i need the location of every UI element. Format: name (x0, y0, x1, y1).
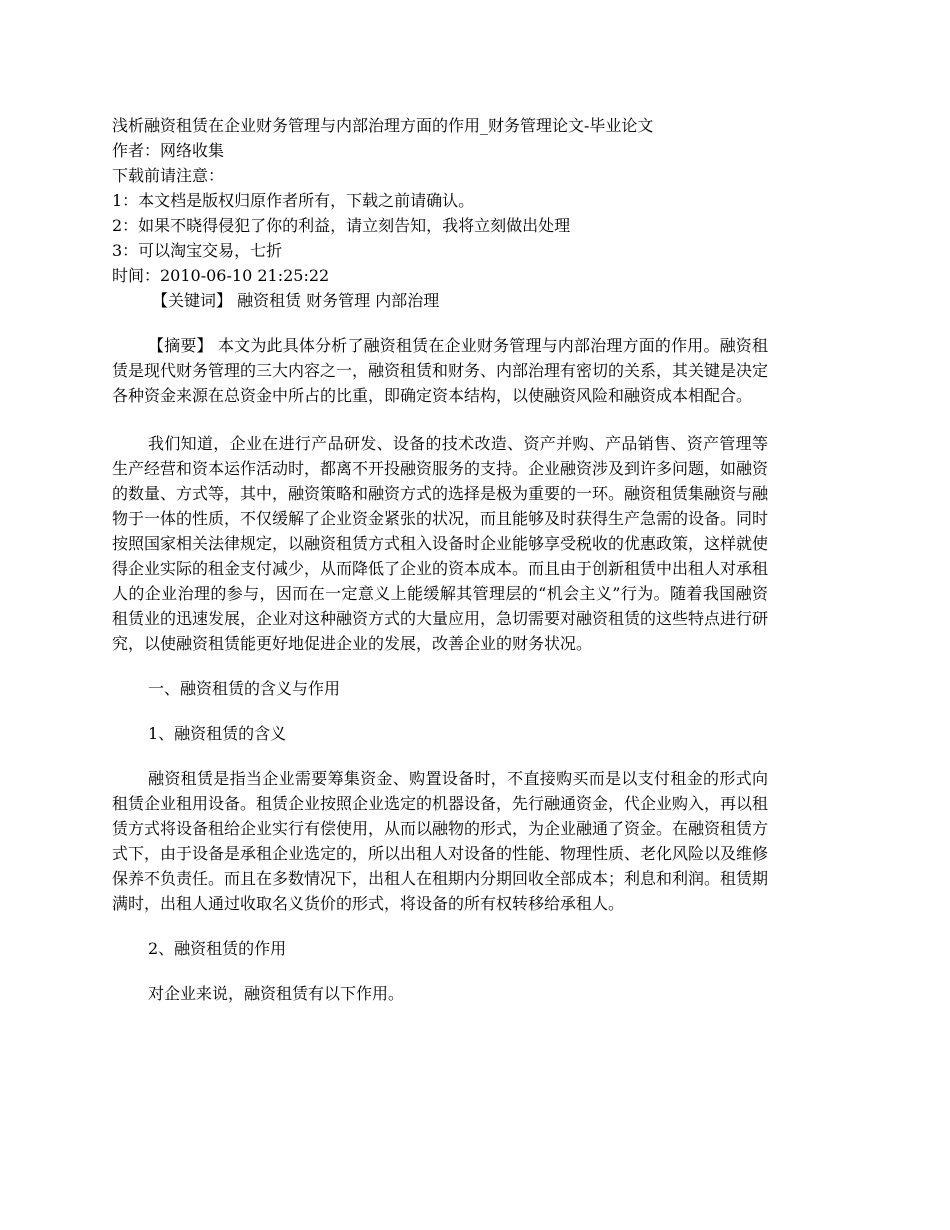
notice-item-1: 1：本文档是版权归原作者所有，下载之前请确认。 (112, 191, 475, 210)
author-line: 作者：网络收集 (112, 141, 225, 160)
effects-intro-line: 对企业来说，融资租赁有以下作用。 (148, 984, 405, 1003)
intro-paragraph: 我们知道，企业在进行产品研发、设备的技术改造、资产并购、产品销售、资产管理等生产经营和资本运作活动时，都离不开投融资服务的支持。企业融资涉及到许多问题，如融资的数量、方式等，其中，融资策略和融资方式的选择是极为重要的一环。融资租赁集融资与融物于一体的性质，不仅缓解了企业资金紧张的状况，而且能够及时获得生产急需的设备。同时按照国家相关法律规定，以融资租赁方式租入设备时企业能够享受税收的优惠政策，这样就使得企业实际的租金支付减少，从而降低了企业的资本成本。而且由于创新租赁中出租人对承租人的企业治理的参与，因而在一定意义上能缓解其管理层的“机会主义”行为。随着我国融资租赁业的迅速发展，企业对这种融资方式的大量应用，急切需要对融资租赁的这些特点进行研究，以使融资租赁能更好地促进企业的发展，改善企业的财务状况。 (112, 434, 769, 653)
keywords-line: 【关键词】 融资租赁 财务管理 内部治理 (152, 291, 440, 310)
subsection-heading-2: 2、融资租赁的作用 (148, 939, 287, 958)
subsection-heading-1: 1、融资租赁的含义 (148, 724, 287, 743)
notice-heading: 下载前请注意： (112, 166, 225, 185)
abstract-paragraph: 【摘要】 本文为此具体分析了融资租赁在企业财务管理与内部治理方面的作用。融资租赁是现代财务管理的三大内容之一，融资租赁和财务、内部治理有密切的关系，其关键是决定各种资金来源在总资金中所占的比重，即确定资本结构，以使融资风险和融资成本相配合。 (112, 336, 769, 405)
document-title: 浅析融资租赁在企业财务管理与内部治理方面的作用_财务管理论文-毕业论文 (112, 116, 654, 135)
timestamp: 时间：2010-06-10 21:25:22 (112, 266, 330, 285)
notice-item-3: 3：可以淘宝交易，七折 (112, 241, 283, 260)
notice-item-2: 2：如果不晓得侵犯了你的利益，请立刻告知，我将立刻做出处理 (112, 216, 571, 235)
document-page (112, 113, 768, 1006)
section-heading-1: 一、融资租赁的含义与作用 (148, 679, 341, 698)
definition-paragraph: 融资租赁是指当企业需要筹集资金、购置设备时，不直接购买而是以支付租金的形式向租赁企业租用设备。租赁企业按照企业选定的机器设备，先行融通资金，代企业购入，再以租赁方式将设备租给企业实行有偿使用，从而以融物的形式，为企业融通了资金。在融资租赁方式下，由于设备是承租企业选定的，所以出租人对设备的性能、物理性质、老化风险以及维修保养不负责任。而且在多数情况下，出租人在租期内分期回收全部成本；利息和利润。租赁期满时，出租人通过收取名义货价的形式，将设备的所有权转移给承租人。 (112, 769, 769, 913)
